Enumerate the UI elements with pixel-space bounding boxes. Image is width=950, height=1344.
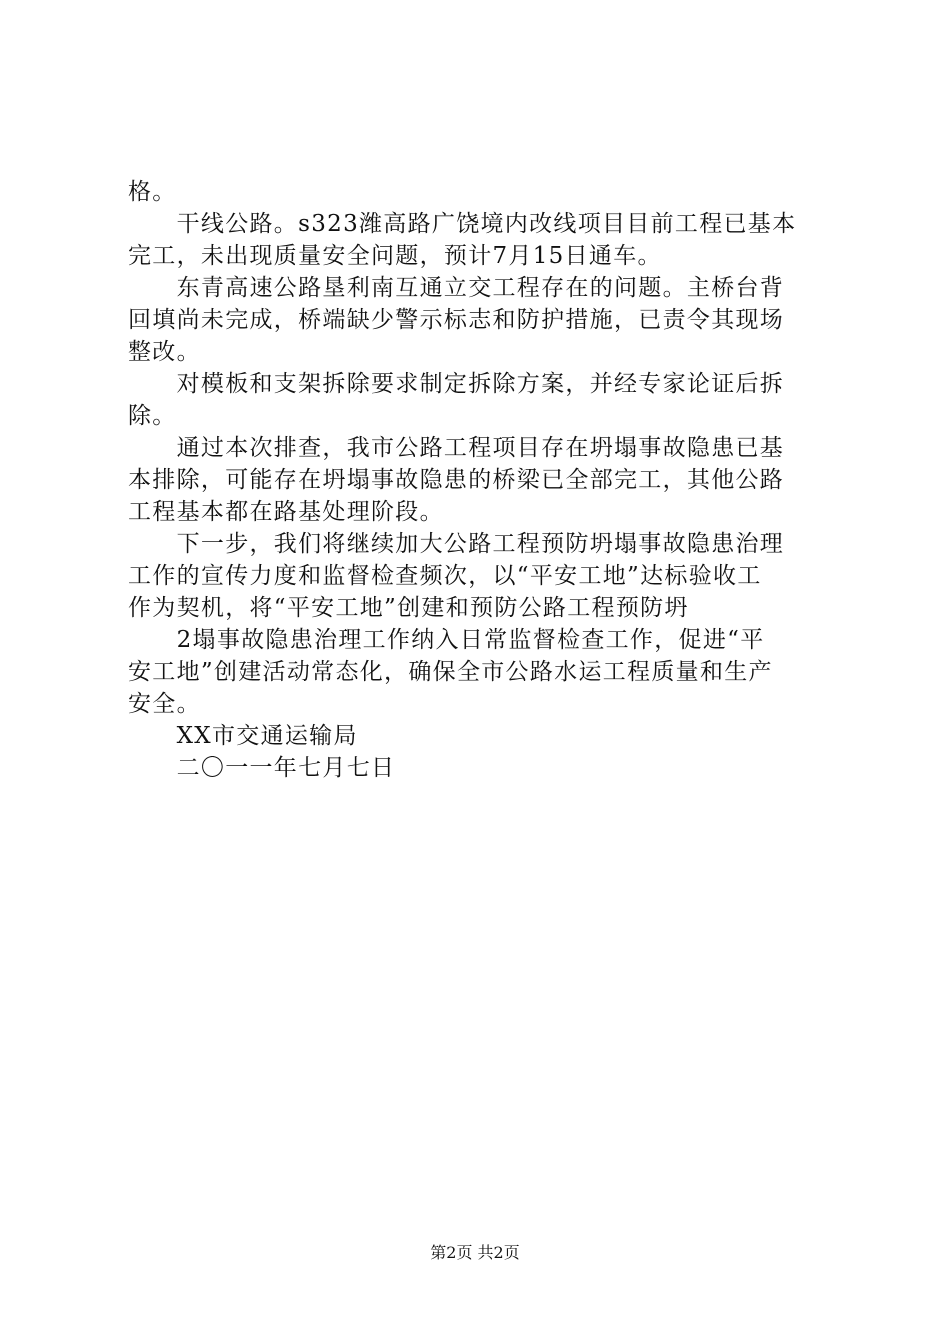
text-line: 干线公路。s323潍高路广饶境内改线项目目前工程已基本 — [128, 211, 797, 237]
text-line: 除。 — [128, 403, 177, 429]
text-line: 2塌事故隐患治理工作纳入日常监督检查工作，促进“平 — [128, 627, 765, 653]
text-line: 格。 — [128, 179, 177, 205]
text-line: 对模板和支架拆除要求制定拆除方案，并经专家论证后拆 — [128, 371, 785, 397]
text-line: 工程基本都在路基处理阶段。 — [128, 499, 444, 525]
text-line: 整改。 — [128, 339, 201, 365]
signature-organization: XX市交通运输局 — [128, 723, 358, 749]
text-line: 完工，未出现质量安全问题，预计7月15日通车。 — [128, 243, 662, 269]
text-line: 下一步，我们将继续加大公路工程预防坍塌事故隐患治理 — [128, 531, 785, 557]
text-line: 东青高速公路垦利南互通立交工程存在的问题。主桥台背 — [128, 275, 785, 301]
page-number-footer: 第2页 共2页 — [430, 1243, 520, 1262]
signature-date: 二〇一一年七月七日 — [128, 755, 396, 781]
text-line: 回填尚未完成，桥端缺少警示标志和防护措施，已责令其现场 — [128, 307, 785, 333]
text-line: 工作的宣传力度和监督检查频次，以“平安工地”达标验收工 — [128, 563, 762, 589]
text-line: 安工地”创建活动常态化，确保全市公路水运工程质量和生产 — [128, 659, 773, 685]
text-line: 通过本次排查，我市公路工程项目存在坍塌事故隐患已基 — [128, 435, 785, 461]
text-line: 本排除，可能存在坍塌事故隐患的桥梁已全部完工，其他公路 — [128, 467, 785, 493]
text-line: 作为契机，将“平安工地”创建和预防公路工程预防坍 — [128, 595, 689, 621]
text-line: 安全。 — [128, 691, 201, 717]
